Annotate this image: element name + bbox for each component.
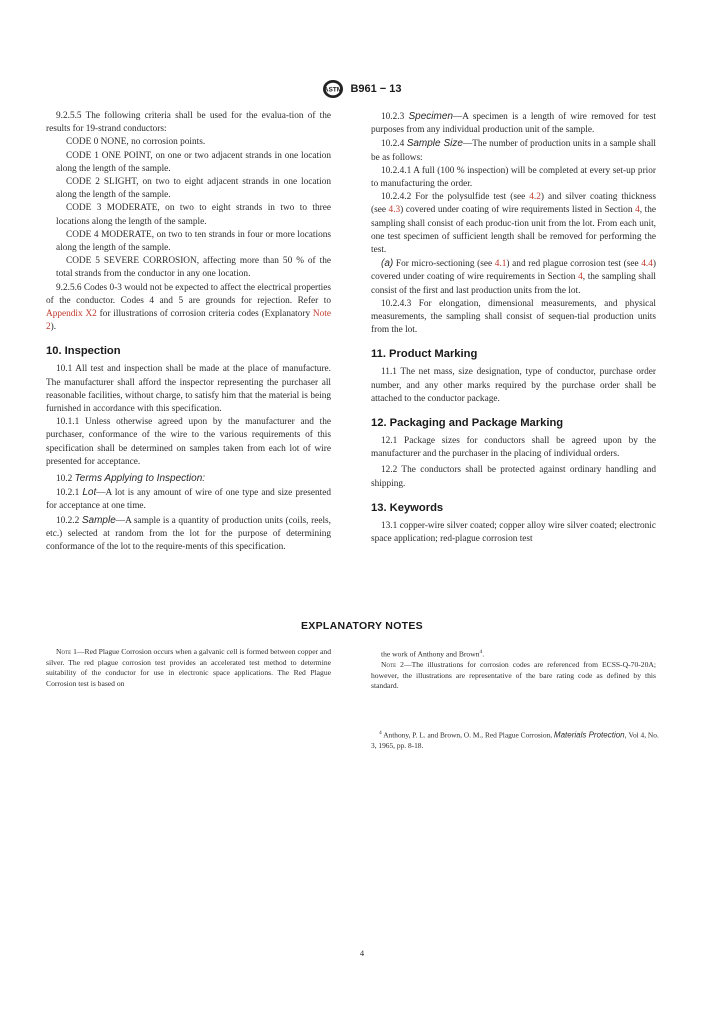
ref-4-4-link[interactable]: 4.4 xyxy=(641,259,653,270)
paragraph-item-a: (a) For micro-sectioning (see 4.1) and red plague corrosion test (see 4.4) covered under coating of wire requirements in Section 4, the sampling shall consist of the first and last production units from the lot. xyxy=(371,258,656,296)
footnote-4: $^4$ Anthony, P. L. and Brown, O. M., Red Plague Corrosion, Materials Protection, Vol 4, No. 3, 1965, pp. 8-18. xyxy=(371,730,659,750)
paragraph-10-1-1: 10.1.1 Unless otherwise agreed upon by the manufacturer and the purchaser, conformance of the wire to the various requirements of this specification shall be determined on samples taken from each lot of wire presented for acceptance. xyxy=(46,417,331,467)
term-sample: Sample xyxy=(81,514,116,526)
paragraph-9-2-5-6: 9.2.5.6 Codes 0-3 would not be expected to affect the electrical properties of the conductor. Codes 4 and 5 are grounds for rejection. Refer to Appendix X2 for illustrations of corrosion criteria codes (Explanatory Note 2). xyxy=(46,282,331,333)
paragraph-10-2: 10.2 Terms Applying to Inspection: xyxy=(56,473,206,485)
term-specimen: Specimen xyxy=(408,111,453,122)
section-10-heading: 10. Inspection xyxy=(46,345,121,358)
code-3-item: CODE 3 MODERATE, on two to eight strands in two to three locations along the length of the sample. xyxy=(56,203,331,227)
svg-text:ASTM: ASTM xyxy=(324,86,343,94)
page-number: 4 xyxy=(359,948,365,958)
paragraph-10-2-4: 10.2.4 Sample Size—The number of production units in a sample shall be as follows: xyxy=(371,138,656,163)
section-13-heading: 13. Keywords xyxy=(371,501,444,514)
paragraph-10-2-4-2: 10.2.4.2 For the polysulfide test (see 4.2) and silver coating thickness (see 4.3) covered under coating of wire requirements listed in Section 4, the sampling shall consist of each produc-tion unit from the lot. From each unit, one test specimen of sufficient length shall be removed for performing the test. xyxy=(371,192,656,256)
term-inspection: Terms Applying to Inspection: xyxy=(74,473,206,485)
code-0-item: CODE 0 NONE, no corrosion points. xyxy=(66,137,206,148)
section-11-heading: 11. Product Marking xyxy=(371,348,478,361)
explanatory-notes-title: EXPLANATORY NOTES xyxy=(301,620,423,632)
paragraph-10-2-2: 10.2.2 Sample—A sample is a quantity of production units (coils, reels, etc.) selected at random from the lot for the purpose of determining conformance of the lot to the require-ments of this specification. xyxy=(46,514,331,553)
ref-4-3-link[interactable]: 4.3 xyxy=(388,205,401,216)
paragraph-11-1: 11.1 The net mass, size designation, type of conductor, purchase order number, and any other marks required by the purchase order shall be attached to the conductor package. xyxy=(371,367,656,404)
section-12-heading: 12. Packaging and Package Marking xyxy=(371,417,564,430)
ref-section-4-link[interactable]: 4 xyxy=(635,205,640,216)
code-2-item: CODE 2 SLIGHT, on two to eight adjacent strands in one location along the length of the sample. xyxy=(56,177,331,201)
note-2: Note 2—The illustrations for corrosion codes are referenced from ECSS-Q-70-20A; however, the illustrations are representative of the bare rating code as defined by this standard. xyxy=(371,660,656,691)
journal-title: Materials Protection, xyxy=(553,730,627,740)
paragraph-10-1: 10.1 All test and inspection shall be made at the place of manufacture. The manufacturer shall afford the inspector representing the purchaser all reasonable facilities, without charge, to satisfy him that the material is being furnished in accordance with this specification. xyxy=(46,364,331,415)
paragraph-12-2: 12.2 The conductors shall be protected against ordinary handling and shipping. xyxy=(371,465,656,489)
ref-4-2-link[interactable]: 4.2 xyxy=(529,192,541,203)
paragraph-13-1: 13.1 copper-wire silver coated; copper alloy wire silver coated; electronic space application; red-plague corrosion test xyxy=(371,520,656,545)
note-1-continuation: the work of Anthony and Brown$^4$. xyxy=(381,649,485,659)
code-5-item: CODE 5 SEVERE CORROSION, affecting more than 50 % of the total strands from the conductor in any one location. xyxy=(56,256,331,280)
paragraph-10-2-3: 10.2.3 Specimen—A specimen is a length of wire removed for test purposes from any individual production unit of the sample. xyxy=(371,111,656,136)
notes-right-column xyxy=(371,647,656,692)
right-column xyxy=(371,110,656,546)
left-column xyxy=(46,110,331,554)
paragraph-10-2-4-1: 10.2.4.1 A full (100 % inspection) will be completed at every set-up prior to manufacturing the order. xyxy=(371,165,656,190)
term-lot: Lot xyxy=(82,487,97,499)
paragraph-9-2-5-5: 9.2.5.5 The following criteria shall be used for the evalua-tion of the results for 19-strand conductors: xyxy=(46,111,331,135)
document-number: B961 − 13 xyxy=(350,83,402,95)
paragraph-10-2-1: 10.2.1 Lot—A lot is any amount of wire of one type and size presented for acceptance at one time. xyxy=(46,487,331,512)
ref-4-1-link[interactable]: 4.1 xyxy=(494,259,507,270)
appendix-x2-link[interactable]: Appendix X2 xyxy=(46,309,97,320)
paragraph-12-1: 12.1 Package sizes for conductors shall be agreed upon by the manufacturer and the purchaser in the placing of individual orders. xyxy=(371,436,656,460)
paragraph-10-2-4-3: 10.2.4.3 For elongation, dimensional measurements, and physical measurements, the sampling shall consist of sequen-tial production units from the lot. xyxy=(371,298,656,336)
code-1-item: CODE 1 ONE POINT, on one or two adjacent strands in one location along the length of the sample. xyxy=(56,150,331,174)
astm-logo-icon xyxy=(322,79,344,99)
term-sample-size: Sample Size xyxy=(406,138,463,150)
note-2-link[interactable]: Note 2 xyxy=(46,309,331,333)
ref-section-4-link[interactable]: 4 xyxy=(578,272,583,283)
code-4-item: CODE 4 MODERATE, on two to ten strands in four or more locations along the length of the sample. xyxy=(56,229,331,254)
page-header xyxy=(0,78,724,100)
note-1: Note 1—Red Plague Corrosion occurs when a galvanic cell is formed between copper and silver. The red plague corrosion test provides an accelerated test method to determine suitability of the conductor for use in electronic space applications. The Red Plague Corrosion test is based on xyxy=(46,647,331,688)
